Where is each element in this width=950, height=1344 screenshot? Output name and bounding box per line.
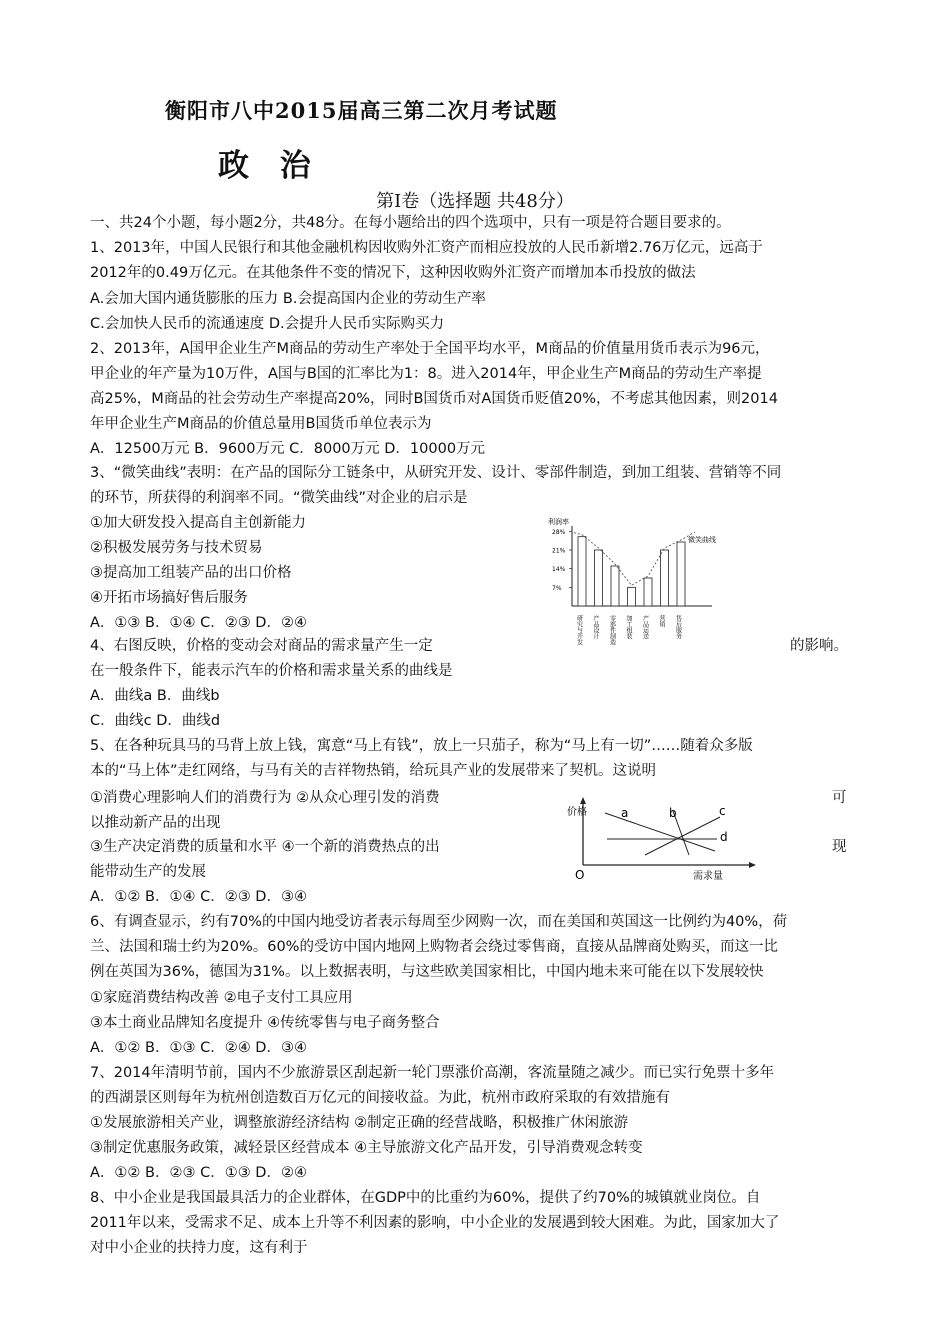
text-line: 例在英国为36%，德国为31%。以上数据表明，与这些欧美国家相比，中国内地未来可能在以下发展较快 xyxy=(90,964,764,980)
smile-y-tick-label: 28% xyxy=(552,528,566,536)
text-line: 以推动新产品的出现 xyxy=(90,815,221,831)
demand-label-d: d xyxy=(720,830,728,844)
text-line: ④开拓市场搞好售后服务 xyxy=(90,590,248,606)
text-line: 高25%，M商品的社会劳动生产率提高20%，同时B国货币对A国货币贬值20%，不考虑其他因素，则2014 xyxy=(90,391,778,407)
smile-curve-chart xyxy=(540,512,720,652)
demand-label-b: b xyxy=(669,806,677,820)
smile-category-label: 零部件制造 xyxy=(608,615,616,645)
text-line: 对中小企业的扶持力度，这有利于 xyxy=(90,1240,308,1256)
text-line: ②积极发展劳务与技术贸易 xyxy=(90,540,263,556)
text-line: ①加大研发投入提高自主创新能力 xyxy=(90,515,306,531)
smile-y-ticks xyxy=(552,529,572,592)
demand-ylabel: 价格 xyxy=(567,807,587,818)
demand-origin: O xyxy=(575,868,585,882)
text-line: 3、“微笑曲线”表明：在产品的国际分工链条中，从研究开发、设计、零部件制造，到加工组装、营销等不同 xyxy=(90,465,782,481)
text-line: ③本土商业品牌知名度提升 ④传统零售与电子商务整合 xyxy=(90,1015,440,1031)
text-line: ③生产决定消费的质量和水平 ④一个新的消费热点的出 xyxy=(90,839,440,855)
text-line: 8、中小企业是我国最具活力的企业群体，在GDP中的比重约为60%，提供了约70%的城镇就业岗位。自 xyxy=(90,1190,761,1206)
text-line: ①家庭消费结构改善 ②电子支付工具应用 xyxy=(90,990,353,1006)
q5-tail-text-2: 现 xyxy=(832,839,847,855)
demand-label-a: a xyxy=(621,806,629,820)
text-line: 的环节，所获得的利润率不同。“微笑曲线”对企业的启示是 xyxy=(90,490,468,506)
text-line: ①消费心理影响人们的消费行为 ②从众心理引发的消费 xyxy=(90,790,440,806)
demand-curve-chart xyxy=(565,795,760,885)
text-line: A．①② B．①④ C．②③ D．③④ xyxy=(90,889,307,905)
text-line: ③提高加工组装产品的出口价格 xyxy=(90,565,292,581)
q4-tail-text: 的影响。 xyxy=(790,638,848,654)
text-line: 一、共24个小题，每小题2分，共48分。在每小题给出的四个选项中，只有一项是符合题目要求的。 xyxy=(90,215,731,231)
smile-bars xyxy=(578,537,685,606)
smile-category-label: 研究与开发 xyxy=(575,615,583,645)
smile-category-label: 加工组装 xyxy=(625,615,632,639)
text-line: 7、2014年清明节前，国内不少旅游景区刮起新一轮门票涨价高潮，客流量随之减少。而已实行免票十多年 xyxy=(90,1065,775,1081)
text-line: 的西湖景区则每年为杭州创造数百万亿元的间接收益。为此，杭州市政府采取的有效措施有 xyxy=(90,1090,670,1106)
text-line: 本的“马上体”走红网络，与马有关的吉祥物热销，给玩具产业的发展带来了契机。这说明 xyxy=(90,763,657,779)
text-line: 2012年的0.49万亿元。在其他条件不变的情况下，这种因收购外汇资产而增加本币投放的做法 xyxy=(90,265,696,281)
text-line: C.会加快人民币的流通速度 D.会提升人民币实际购买力 xyxy=(90,316,445,332)
smile-bar xyxy=(644,578,652,606)
text-line: 能带动生产的发展 xyxy=(90,864,206,880)
demand-x-arrow xyxy=(749,862,756,868)
demand-y-arrow xyxy=(580,797,586,804)
exam-title: 衡阳市八中2015届高三第二次月考试题 xyxy=(165,98,558,123)
text-line: A.会加大国内通货膨胀的压力 B.会提高国内企业的劳动生产率 xyxy=(90,291,486,307)
smile-ylabel: 利润率 xyxy=(548,518,569,526)
text-line: 4、右图反映，价格的变动会对商品的需求量产生一定 xyxy=(90,638,433,654)
smile-y-tick-label: 21% xyxy=(552,547,566,555)
smile-category-label: 售后服务 xyxy=(674,615,682,639)
demand-xlabel: 需求量 xyxy=(693,871,723,882)
section-heading: 第Ⅰ卷（选择题 共48分） xyxy=(376,191,574,212)
smile-bar xyxy=(611,566,619,606)
smile-bar xyxy=(628,587,636,606)
smile-bar xyxy=(661,550,669,606)
subject-heading: 政 治 xyxy=(218,148,321,184)
text-line: A．12500万元 B．9600万元 C．8000万元 D．10000万元 xyxy=(90,441,486,457)
smile-bar xyxy=(677,542,685,606)
text-line: A．①② B．②③ C．①③ D．②④ xyxy=(90,1165,307,1181)
text-line: A．曲线a B．曲线b xyxy=(90,688,220,704)
smile-category-label: 营销 xyxy=(658,615,665,627)
text-line: 年甲企业生产M商品的价值总量用B国货币单位表示为 xyxy=(90,416,432,432)
demand-label-c: c xyxy=(719,804,726,818)
text-line: 1、2013年，中国人民银行和其他金融机构因收购外汇资产而相应投放的人民币新增2.76万亿元，远高于 xyxy=(90,240,763,256)
text-line: 在一般条件下，能表示汽车的价格和需求量关系的曲线是 xyxy=(90,663,453,679)
text-line: ①发展旅游相关产业，调整旅游经济结构 ②制定正确的经营战略，积极推广休闲旅游 xyxy=(90,1115,629,1131)
smile-curve-label: 微笑曲线 xyxy=(688,536,716,544)
smile-bar xyxy=(578,537,586,606)
text-line: A．①② B．①③ C．②④ D．③④ xyxy=(90,1040,307,1056)
text-line: C．曲线c D．曲线d xyxy=(90,713,221,729)
text-line: A．①③ B．①④ C．②③ D．②④ xyxy=(90,615,307,631)
text-line: 5、在各种玩具马的马背上放上钱，寓意“马上有钱”，放上一只茄子，称为“马上有一切”……随着众多版 xyxy=(90,738,753,754)
smile-y-tick-label: 14% xyxy=(552,566,566,574)
q5-tail-text-1: 可 xyxy=(832,790,847,806)
smile-y-tick-label: 7% xyxy=(552,584,562,592)
smile-category-label: 产品运送 xyxy=(641,615,649,639)
text-line: ③制定优惠服务政策，减轻景区经营成本 ④主导旅游文化产品开发，引导消费观念转变 xyxy=(90,1140,643,1156)
text-line: 6、有调查显示，约有70%的中国内地受访者表示每周至少网购一次，而在美国和英国这一比例约为40%，荷 xyxy=(90,914,788,930)
text-line: 2、2013年，A国甲企业生产M商品的劳动生产率处于全国平均水平，M商品的价值量用货币表示为96元， xyxy=(90,341,770,357)
text-line: 兰、法国和瑞士约为20%。60%的受访中国内地网上购物者会绕过零售商，直接从品牌商处购买，而这一比 xyxy=(90,939,778,955)
smile-category-label: 产品设计 xyxy=(592,615,599,639)
smile-categories xyxy=(576,614,682,646)
text-line: 2011年以来，受需求不足、成本上升等不利因素的影响，中小企业的发展遇到较大困难。为此，国家加大了 xyxy=(90,1215,780,1231)
smile-bar xyxy=(595,550,603,606)
text-line: 甲企业的年产量为10万件，A国与B国的汇率比为1：8。进入2014年，甲企业生产M商品的劳动生产率提 xyxy=(90,366,762,382)
